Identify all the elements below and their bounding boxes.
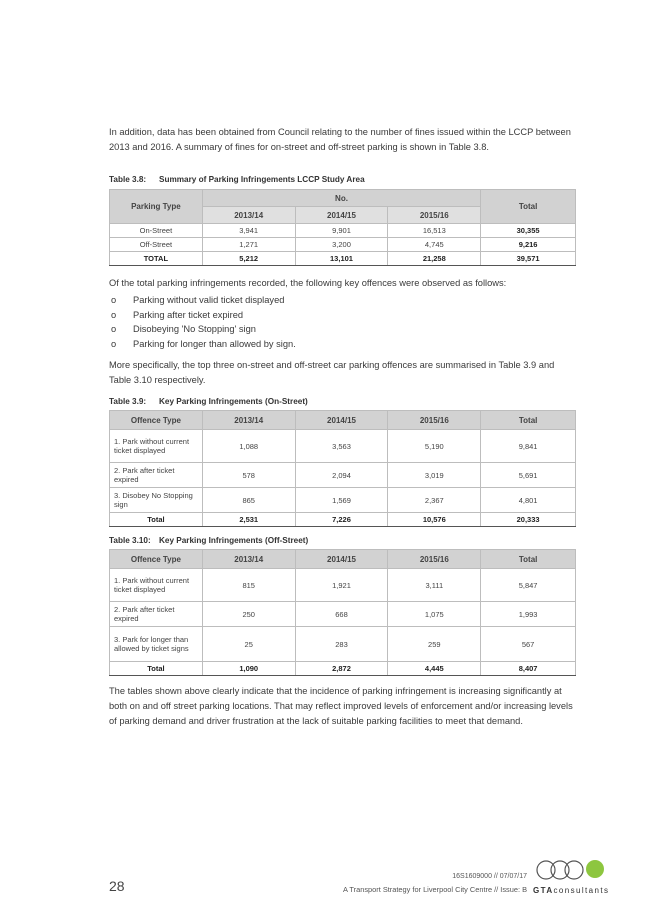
cell: 283 — [295, 627, 388, 662]
cell: 10,576 — [388, 513, 481, 527]
header-total: Total — [481, 550, 576, 569]
cell: 2,872 — [295, 662, 388, 676]
table-3-9 — [109, 410, 576, 527]
table-3-10 — [109, 549, 576, 676]
table-total-row — [110, 513, 576, 527]
list-item: o Parking for longer than allowed by sign. — [109, 337, 579, 352]
logo-text-rest: consultants — [553, 886, 610, 895]
cell: 20,333 — [481, 513, 576, 527]
row-label: 2. Park after ticket expired — [110, 602, 203, 627]
cell: 8,407 — [481, 662, 576, 676]
table-row — [110, 488, 576, 513]
row-label: On-Street — [110, 224, 203, 238]
logo-circle-outline-2 — [551, 861, 569, 879]
cell: 865 — [202, 488, 295, 513]
row-label: 3. Park for longer than allowed by ticket signs — [110, 627, 203, 662]
row-label: Total — [110, 513, 203, 527]
logo-text-bold: GTA — [533, 886, 554, 895]
table-row — [110, 463, 576, 488]
header-year: 2014/15 — [295, 411, 388, 430]
header-total: Total — [481, 190, 576, 224]
offences-list — [109, 293, 579, 351]
cell: 1,993 — [481, 602, 576, 627]
header-year: 2015/16 — [388, 207, 481, 224]
list-item: o Disobeying 'No Stopping' sign — [109, 322, 579, 337]
cell: 5,190 — [388, 430, 481, 463]
cell: 21,258 — [388, 252, 481, 266]
table-3-8-caption — [109, 175, 365, 184]
cell-total: 39,571 — [481, 252, 576, 266]
table-3-9-caption — [109, 397, 308, 406]
table-3-10-caption — [109, 536, 308, 545]
table-row — [110, 569, 576, 602]
list-item: o Parking after ticket expired — [109, 308, 579, 323]
header-year: 2013/14 — [202, 207, 295, 224]
header-total: Total — [481, 411, 576, 430]
cell: 4,801 — [481, 488, 576, 513]
table-total-row — [110, 662, 576, 676]
table-3-8 — [109, 189, 576, 266]
cell: 16,513 — [388, 224, 481, 238]
cell: 1,921 — [295, 569, 388, 602]
closing-paragraph: The tables shown above clearly indicate that the incidence of parking infringement is increasing significantly at both on and off street parking locations. That may reflect improved levels of enforcement and/or increasing levels of parking demand and driver frustration at the lack of suitable parking facilities to meet that demand. — [109, 686, 573, 726]
cell: 668 — [295, 602, 388, 627]
logo-circle-outline-3 — [565, 861, 583, 879]
header-year: 2013/14 — [202, 411, 295, 430]
header-offence-type: Offence Type — [110, 411, 203, 430]
cell: 7,226 — [295, 513, 388, 527]
cell: 578 — [202, 463, 295, 488]
cell: 9,841 — [481, 430, 576, 463]
cell: 13,101 — [295, 252, 388, 266]
row-label: 1. Park without current ticket displayed — [110, 569, 203, 602]
row-label: 3. Disobey No Stopping sign — [110, 488, 203, 513]
row-label: 2. Park after ticket expired — [110, 463, 203, 488]
cell: 25 — [202, 627, 295, 662]
table-row — [110, 238, 576, 252]
cell: 1,075 — [388, 602, 481, 627]
company-logo-text — [533, 886, 609, 895]
cell: 1,569 — [295, 488, 388, 513]
cell: 3,111 — [388, 569, 481, 602]
more-paragraph: More specifically, the top three on-street and off-street car parking offences are summarised in Table 3.9 and Table 3.10 respectively. — [109, 360, 555, 385]
cell: 259 — [388, 627, 481, 662]
cell: 1,090 — [202, 662, 295, 676]
row-label: TOTAL — [110, 252, 203, 266]
header-year: 2015/16 — [388, 550, 481, 569]
header-year: 2014/15 — [295, 550, 388, 569]
cell: 250 — [202, 602, 295, 627]
cell: 815 — [202, 569, 295, 602]
caption-number: Table 3.8: — [109, 175, 147, 184]
offences-intro: Of the total parking infringements recorded, the following key offences were observed as follows: — [109, 278, 507, 288]
row-label: 1. Park without current ticket displayed — [110, 430, 203, 463]
table-total-row — [110, 252, 576, 266]
row-label: Total — [110, 662, 203, 676]
page-number: 28 — [109, 878, 125, 894]
cell: 4,745 — [388, 238, 481, 252]
list-item: o Parking without valid ticket displayed — [109, 293, 579, 308]
logo-circle-green — [586, 860, 604, 878]
cell: 2,367 — [388, 488, 481, 513]
cell: 4,445 — [388, 662, 481, 676]
caption-number: Table 3.9: — [109, 397, 147, 406]
table-row — [110, 627, 576, 662]
cell: 3,563 — [295, 430, 388, 463]
cell: 567 — [481, 627, 576, 662]
cell: 2,094 — [295, 463, 388, 488]
cell: 3,019 — [388, 463, 481, 488]
table-row — [110, 430, 576, 463]
caption-number: Table 3.10: — [109, 536, 151, 545]
cell: 1,088 — [202, 430, 295, 463]
header-year: 2015/16 — [388, 411, 481, 430]
logo-circle-outline-1 — [537, 861, 555, 879]
caption-title: Key Parking Infringements (Off-Street) — [159, 536, 309, 545]
caption-title: Key Parking Infringements (On-Street) — [159, 397, 308, 406]
document-title: A Transport Strategy for Liverpool City Centre // Issue: B — [342, 885, 527, 894]
cell-total: 30,355 — [481, 224, 576, 238]
row-label: Off-Street — [110, 238, 203, 252]
header-year: 2013/14 — [202, 550, 295, 569]
header-parking-type: Parking Type — [110, 190, 203, 224]
caption-title: Summary of Parking Infringements LCCP Study Area — [159, 175, 365, 184]
header-no: No. — [202, 190, 480, 207]
cell-total: 9,216 — [481, 238, 576, 252]
document-reference: 16S1609000 // 07/07/17 — [452, 873, 527, 880]
cell: 2,531 — [202, 513, 295, 527]
cell: 3,200 — [295, 238, 388, 252]
table-row — [110, 224, 576, 238]
cell: 5,212 — [202, 252, 295, 266]
header-year: 2014/15 — [295, 207, 388, 224]
intro-paragraph: In addition, data has been obtained from Council relating to the number of fines issued within the LCCP between 2013 and 2016. A summary of fines for on-street and off-street parking is shown in Table 3.8. — [109, 127, 571, 152]
cell: 5,691 — [481, 463, 576, 488]
table-row — [110, 602, 576, 627]
cell: 3,941 — [202, 224, 295, 238]
cell: 9,901 — [295, 224, 388, 238]
cell: 1,271 — [202, 238, 295, 252]
cell: 5,847 — [481, 569, 576, 602]
header-offence-type: Offence Type — [110, 550, 203, 569]
